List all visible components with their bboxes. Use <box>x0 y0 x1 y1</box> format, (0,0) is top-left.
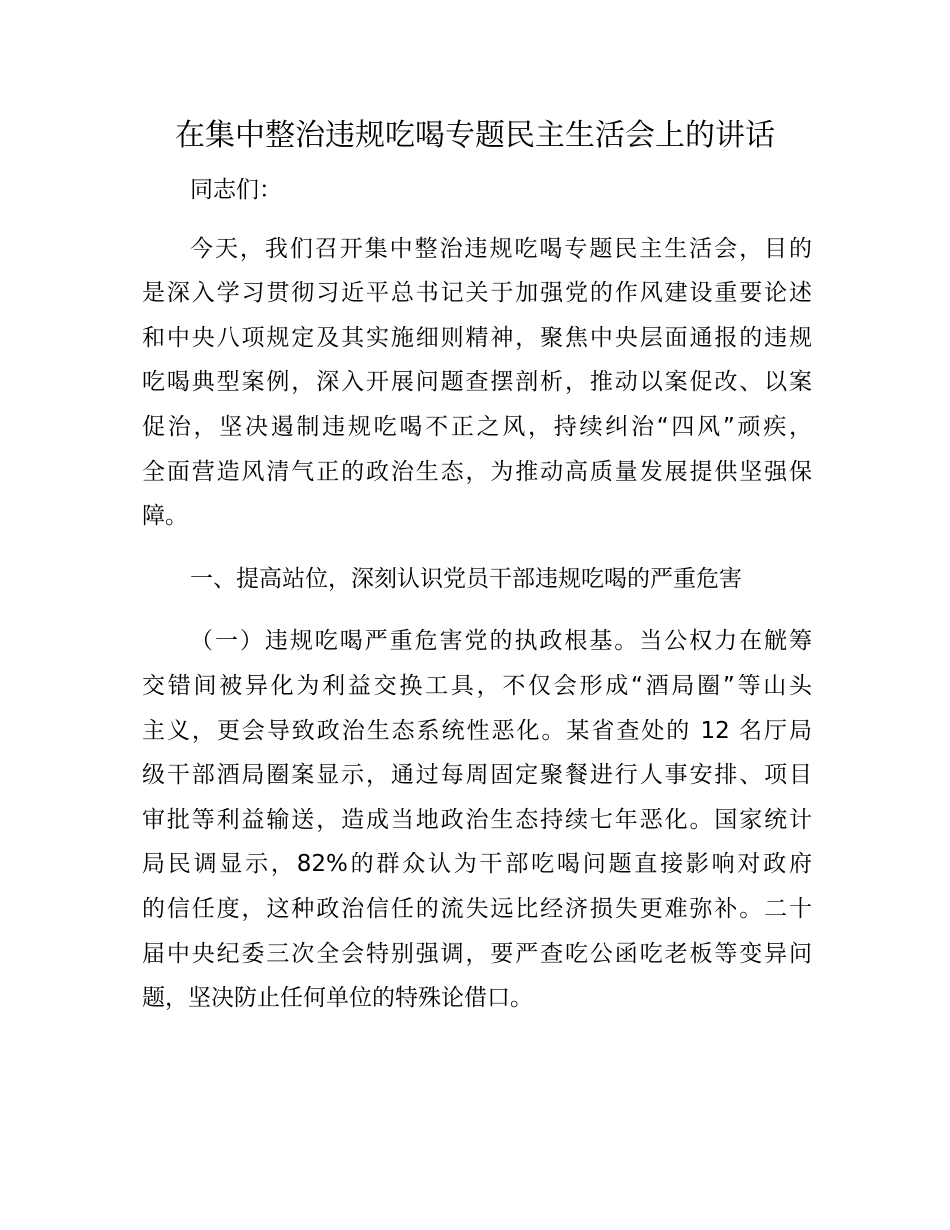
paragraph-line: 级干部酒局圈案显示，通过每周固定聚餐进行人事安排、项目 <box>142 762 812 789</box>
salutation: 同志们： <box>190 177 282 203</box>
paragraph-line: 主义，更会导致政治生态系统性恶化。某省查处的 12 名厅局 <box>142 717 812 744</box>
paragraph-line: 的信任度，这种政治信任的流失远比经济损失更难弥补。二十 <box>142 895 812 922</box>
document-title: 在集中整治违规吃喝专题民主生活会上的讲话 <box>175 118 775 153</box>
paragraph-line: 局民调显示，82%的群众认为干部吃喝问题直接影响对政府 <box>142 851 812 878</box>
paragraph-line: 吃喝典型案例，深入开展问题查摆剖析，推动以案促改、以案 <box>142 369 812 396</box>
paragraph-line: 交错间被异化为利益交换工具，不仅会形成“酒局圈”等山头 <box>142 672 812 699</box>
paragraph-line: 促治，坚决遏制违规吃喝不正之风，持续纠治“四风”顽疾， <box>142 413 812 440</box>
paragraph-line: 障。 <box>142 503 188 530</box>
paragraph-line: 题，坚决防止任何单位的特殊论借口。 <box>142 985 533 1012</box>
paragraph-line: 审批等利益输送，造成当地政治生态持续七年恶化。国家统计 <box>142 806 812 833</box>
paragraph-line: 全面营造风清气正的政治生态，为推动高质量发展提供坚强保 <box>142 458 812 485</box>
paragraph-line: （一）违规吃喝严重危害党的执政根基。当公权力在觥筹 <box>190 628 812 655</box>
document-body <box>142 168 812 1021</box>
paragraph-line: 和中央八项规定及其实施细则精神，聚焦中央层面通报的违规 <box>142 324 812 351</box>
paragraph-intro <box>142 227 812 539</box>
section-heading: 一、提高站位，深刻认识党员干部违规吃喝的严重危害 <box>190 565 742 592</box>
paragraph-section-1 <box>142 619 812 1020</box>
paragraph-line: 届中央纪委三次全会特别强调，要严查吃公函吃老板等变异问 <box>142 940 812 967</box>
paragraph-line: 今天，我们召开集中整治违规吃喝专题民主生活会，目的 <box>190 235 812 262</box>
paragraph-line: 是深入学习贯彻习近平总书记关于加强党的作风建设重要论述 <box>142 280 812 307</box>
